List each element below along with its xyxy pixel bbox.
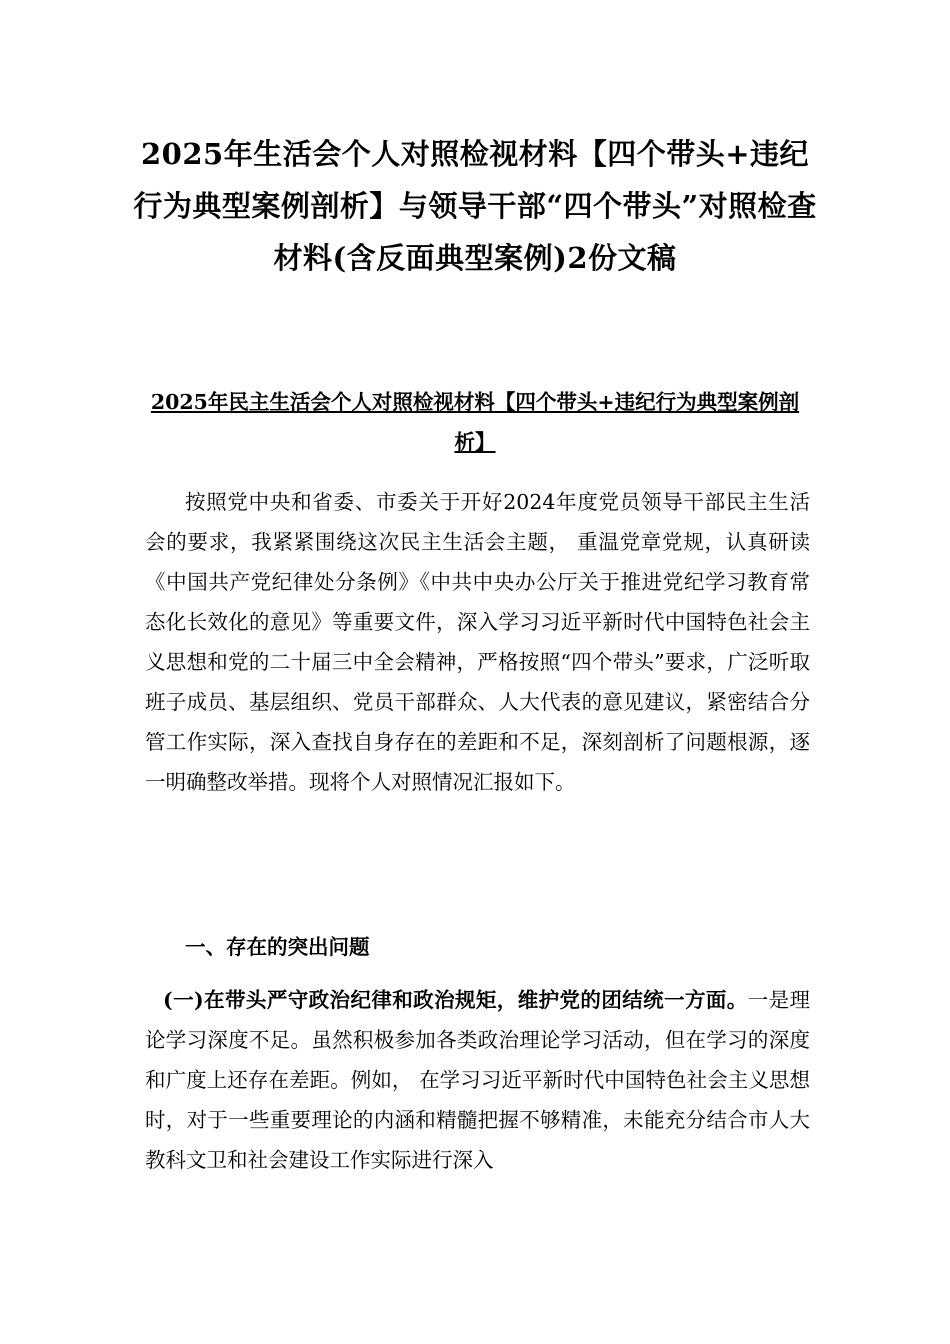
section-title: 2025年民主生活会个人对照检视材料【四个带头+违纪行为典型案例剖析】 <box>150 390 800 454</box>
intro-paragraph: 按照党中央和省委、市委关于开好2024年度党员领导干部民主生活会的要求，我紧紧围绕这次民主生活会主题， 重温党章党规，认真研读《中国共产党纪律处分条例》《中共中央办公厅关于推进党纪学习教育常态化长效化的意见》等重要文件，深入学习习近平新时代中国特色社会主义思想和党的二十届三中全会精神，严格按照“四个带头”要求，广泛听取班子成员、基层组织、党员干部群众、人大代表的意见建议，紧密结合分管工作实际，深入查找自身存在的差距和不足，深刻剖析了问题根源，逐一明确整改举措。现将个人对照情况汇报如下。 <box>145 490 810 794</box>
subsection-heading: (一)在带头严守政治纪律和政治规矩，维护党的团结统一方面。 <box>163 988 748 1012</box>
subsection-paragraph <box>145 980 810 1180</box>
heading-outstanding-problems: 一、存在的突出问题 <box>185 935 370 959</box>
subsection-body: 一是理论学习深度不足。虽然积极参加各类政治理论学习活动，但在学习的深度和广度上还存在差距。例如， 在学习习近平新时代中国特色社会主义思想时，对于一些重要理论的内涵和精髓把握不够精准，未能充分结合市人大教科文卫和社会建设工作实际进行深入 <box>145 988 810 1172</box>
document-title: 2025年生活会个人对照检视材料【四个带头+违纪行为典型案例剖析】与领导干部“四个带头”对照检查材料(含反面典型案例)2份文稿 <box>133 137 817 275</box>
